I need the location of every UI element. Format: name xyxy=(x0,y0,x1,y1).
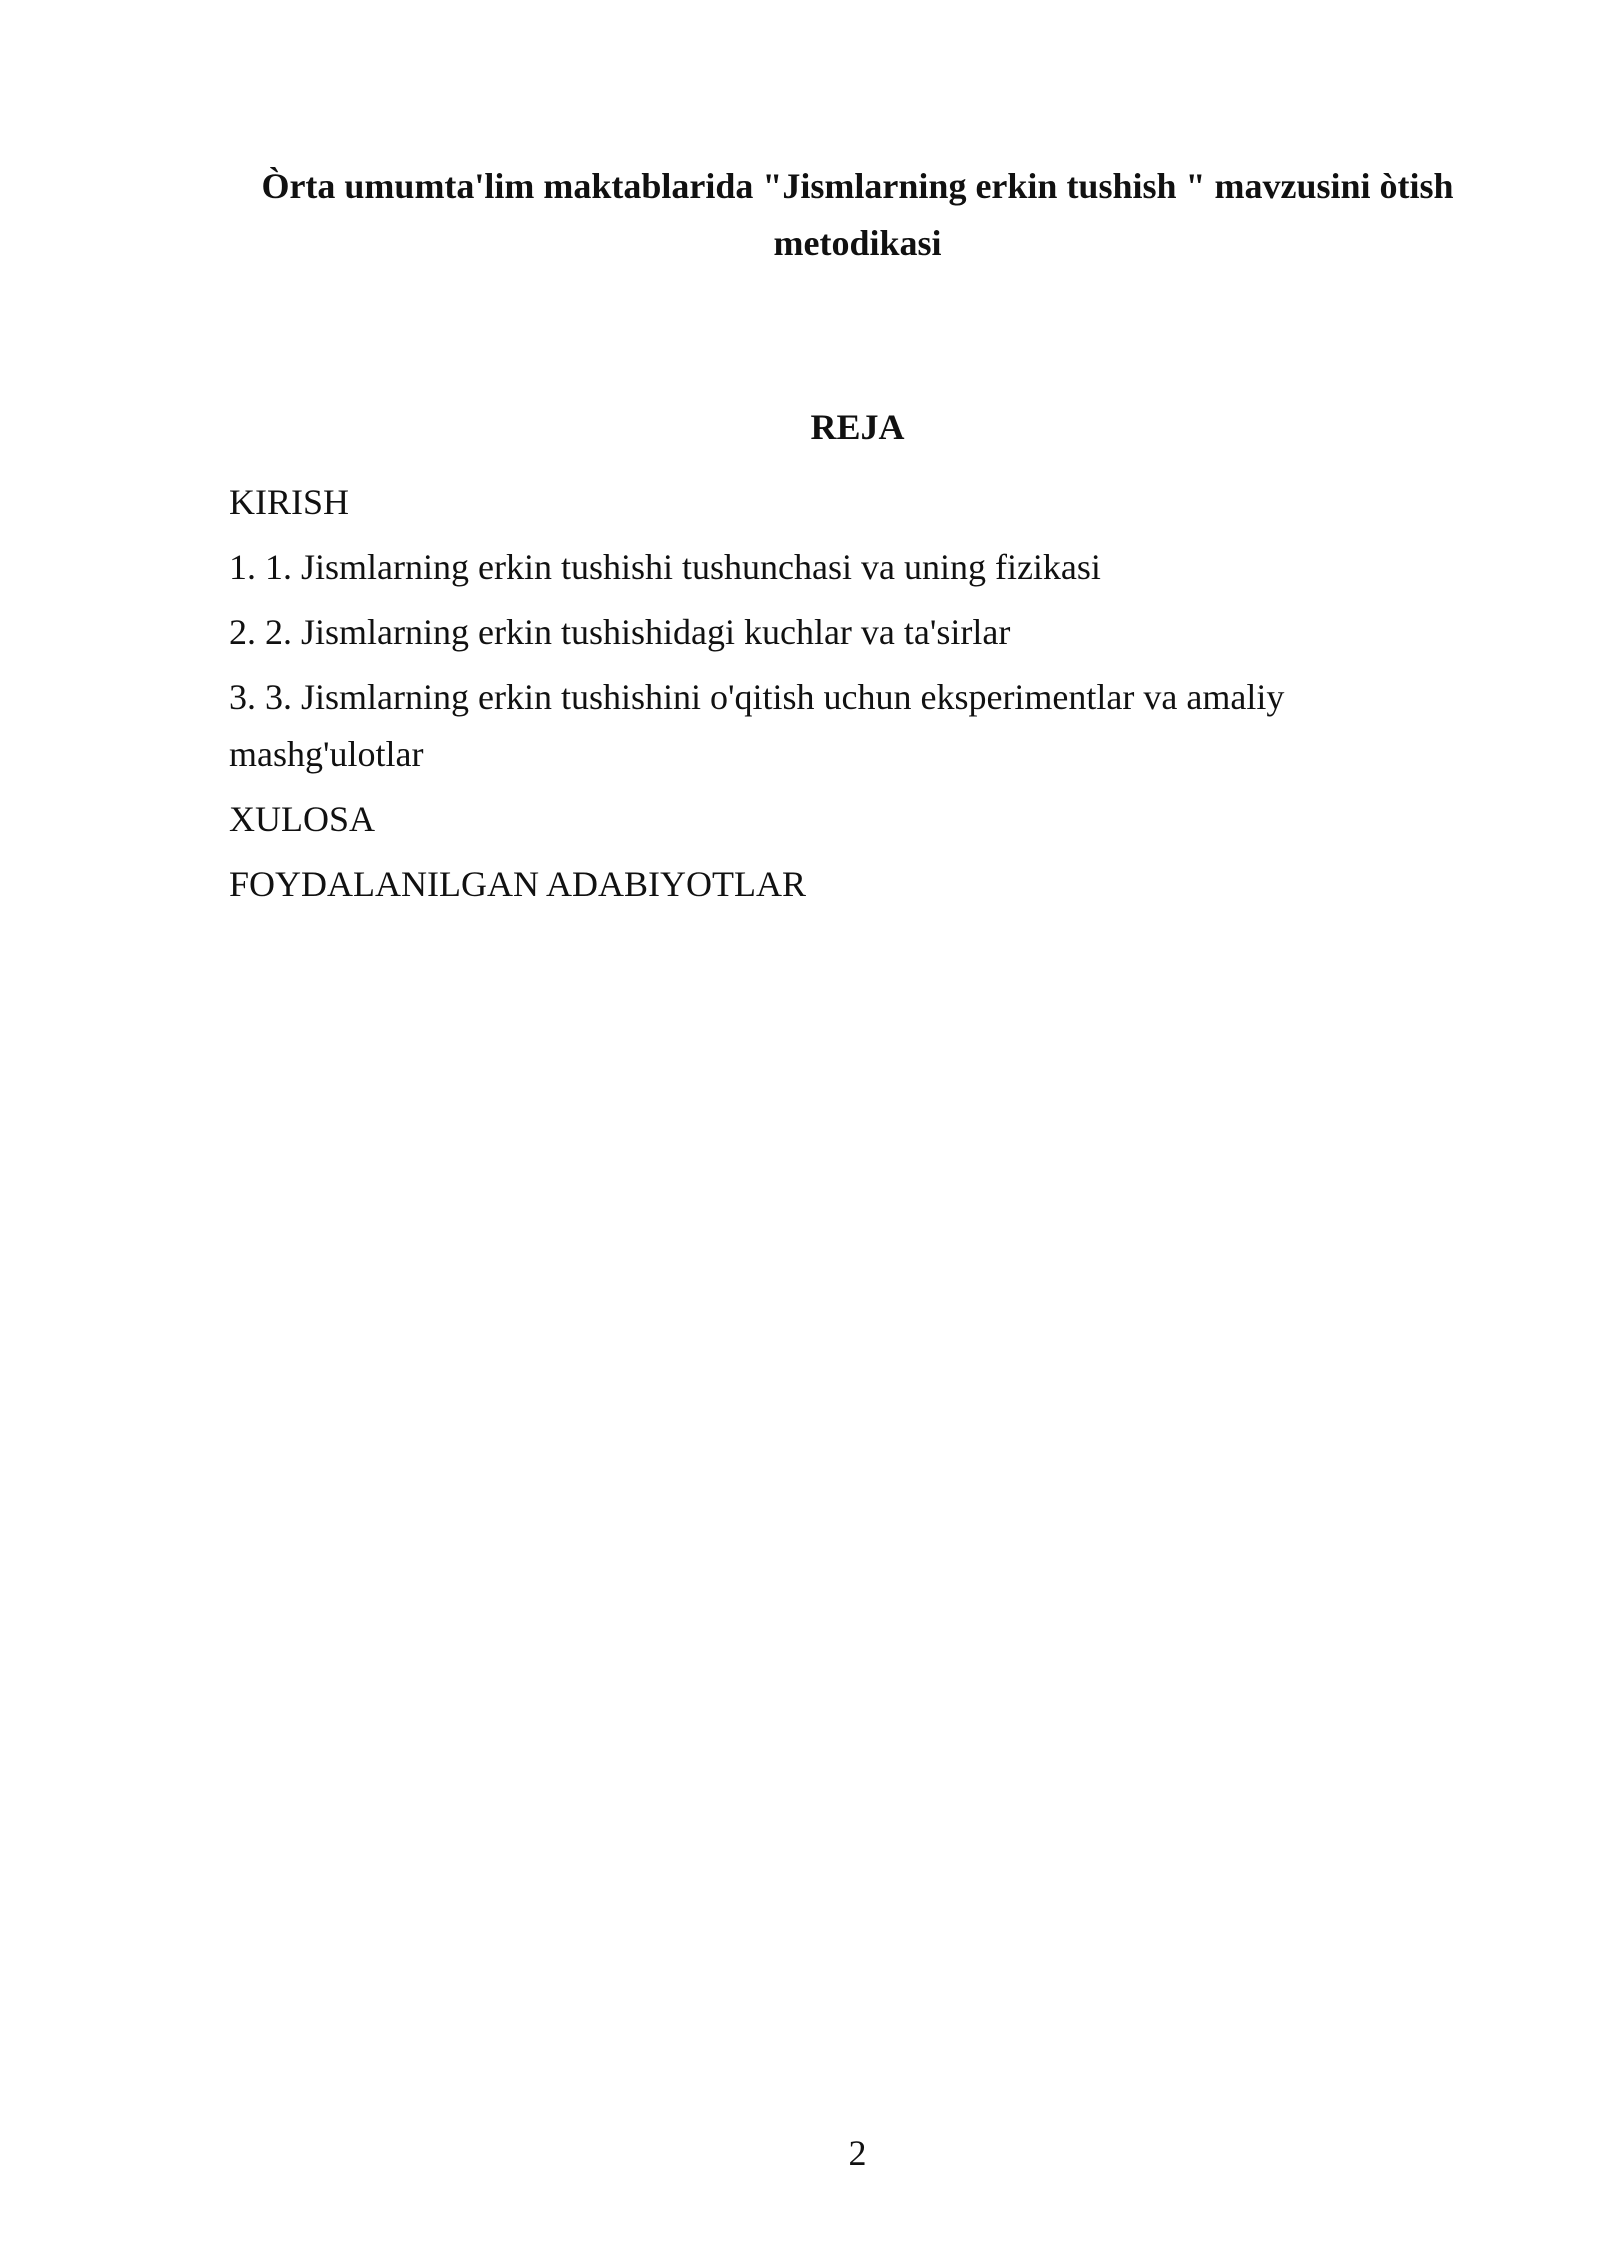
plan-item-references: FOYDALANILGAN ADABIYOTLAR xyxy=(229,864,806,904)
plan-item-3: 3. 3. Jismlarning erkin tushishini o'qitish uchun eksperimentlar va amaliy mashg'ulotlar xyxy=(229,677,1285,774)
plan-item-conclusion: XULOSA xyxy=(229,799,376,839)
plan-list xyxy=(229,474,1369,921)
document-title: Òrta umumta'lim maktablarida "Jismlarning erkin tushish " mavzusini òtish metodikasi xyxy=(261,166,1454,263)
plan-item-introduction: KIRISH xyxy=(229,482,350,522)
plan-item-1: 1. 1. Jismlarning erkin tushishi tushunchasi va uning fizikasi xyxy=(229,547,1101,587)
page-number: 2 xyxy=(848,2133,867,2173)
plan-heading: REJA xyxy=(810,407,905,447)
plan-item-2: 2. 2. Jismlarning erkin tushishidagi kuchlar va ta'sirlar xyxy=(229,612,1011,652)
